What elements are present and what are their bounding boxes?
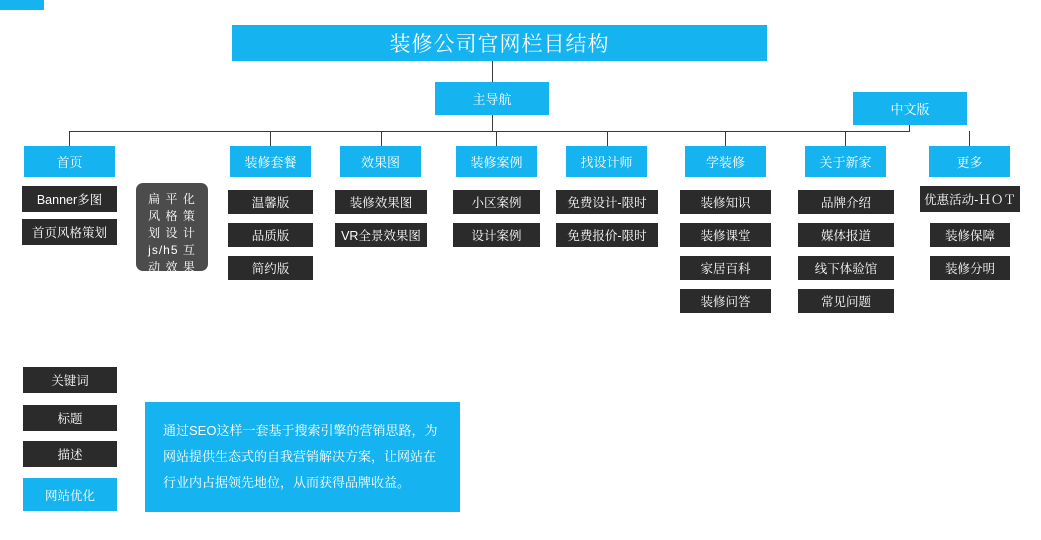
main-nav-box[interactable]: 主导航 <box>435 82 549 115</box>
seo-item-title[interactable]: 标题 <box>23 405 117 431</box>
connector-lang-drop <box>909 125 910 131</box>
corner-accent-mark <box>0 0 44 10</box>
list-item-free-quote[interactable]: 免费报价-限时 <box>556 223 658 247</box>
list-item-qa[interactable]: 装修问答 <box>680 289 771 313</box>
connector-bus <box>69 131 910 132</box>
column-head-learn[interactable]: 学装修 <box>685 146 766 177</box>
list-item-guarantee[interactable]: 装修保障 <box>930 223 1010 247</box>
seo-paragraph <box>145 402 460 512</box>
column-head-packages[interactable]: 装修套餐 <box>230 146 311 177</box>
column-head-find-designer[interactable]: 找设计师 <box>566 146 647 177</box>
seo-paragraph-line-2: 网站提供生态式的自我营销解决方案，让网站在 <box>163 449 437 464</box>
list-item-community-case[interactable]: 小区案例 <box>453 190 540 214</box>
list-item-warm[interactable]: 温馨版 <box>228 190 313 214</box>
list-item-banner[interactable]: Banner多图 <box>22 186 117 212</box>
page-title: 装修公司官网栏目结构 <box>232 25 767 61</box>
list-item-faq[interactable]: 常见问题 <box>798 289 894 313</box>
seo-paragraph-line-1: 通过SEO这样一套基于搜索引擎的营销思路，为 <box>163 423 438 438</box>
branch-drop-3 <box>381 131 382 146</box>
list-item-design-case[interactable]: 设计案例 <box>453 223 540 247</box>
list-item-media[interactable]: 媒体报道 <box>798 223 894 247</box>
branch-drop-6 <box>725 131 726 146</box>
list-item-promotion[interactable]: 优惠活动-ＨＯＴ <box>920 186 1020 212</box>
language-box[interactable]: 中文版 <box>853 92 967 125</box>
flat-design-note: 扁 平 化 风 格 策 划 设 计 js/h5 互 动 效 果 <box>136 183 208 271</box>
branch-drop-1 <box>69 131 70 146</box>
column-head-cases[interactable]: 装修案例 <box>456 146 537 177</box>
list-item-vr-rendering[interactable]: VR全景效果图 <box>335 223 427 247</box>
branch-drop-7 <box>845 131 846 146</box>
seo-item-keyword[interactable]: 关键词 <box>23 367 117 393</box>
branch-drop-2 <box>270 131 271 146</box>
branch-drop-4 <box>496 131 497 146</box>
list-item-class[interactable]: 装修课堂 <box>680 223 771 247</box>
connector-title-to-mainnav <box>492 61 493 82</box>
seo-paragraph-line-3: 行业内占据领先地位，从而获得品牌收益。 <box>163 475 411 490</box>
list-item-transparent[interactable]: 装修分明 <box>930 256 1010 280</box>
list-item-rendering[interactable]: 装修效果图 <box>335 190 427 214</box>
list-item-knowledge[interactable]: 装修知识 <box>680 190 771 214</box>
column-head-more[interactable]: 更多 <box>929 146 1010 177</box>
list-item-brand[interactable]: 品牌介绍 <box>798 190 894 214</box>
column-head-renderings[interactable]: 效果图 <box>340 146 421 177</box>
branch-drop-8 <box>969 131 970 146</box>
list-item-simple[interactable]: 简约版 <box>228 256 313 280</box>
connector-mainnav-drop <box>492 115 493 131</box>
column-head-home[interactable]: 首页 <box>24 146 115 177</box>
seo-item-description[interactable]: 描述 <box>23 441 117 467</box>
list-item-experience-store[interactable]: 线下体验馆 <box>798 256 894 280</box>
list-item-encyclopedia[interactable]: 家居百科 <box>680 256 771 280</box>
seo-item-optimization[interactable]: 网站优化 <box>23 478 117 511</box>
list-item-free-design[interactable]: 免费设计-限时 <box>556 190 658 214</box>
list-item-home-style[interactable]: 首页风格策划 <box>22 219 117 245</box>
column-head-about[interactable]: 关于新家 <box>805 146 886 177</box>
list-item-quality[interactable]: 品质版 <box>228 223 313 247</box>
branch-drop-5 <box>607 131 608 146</box>
